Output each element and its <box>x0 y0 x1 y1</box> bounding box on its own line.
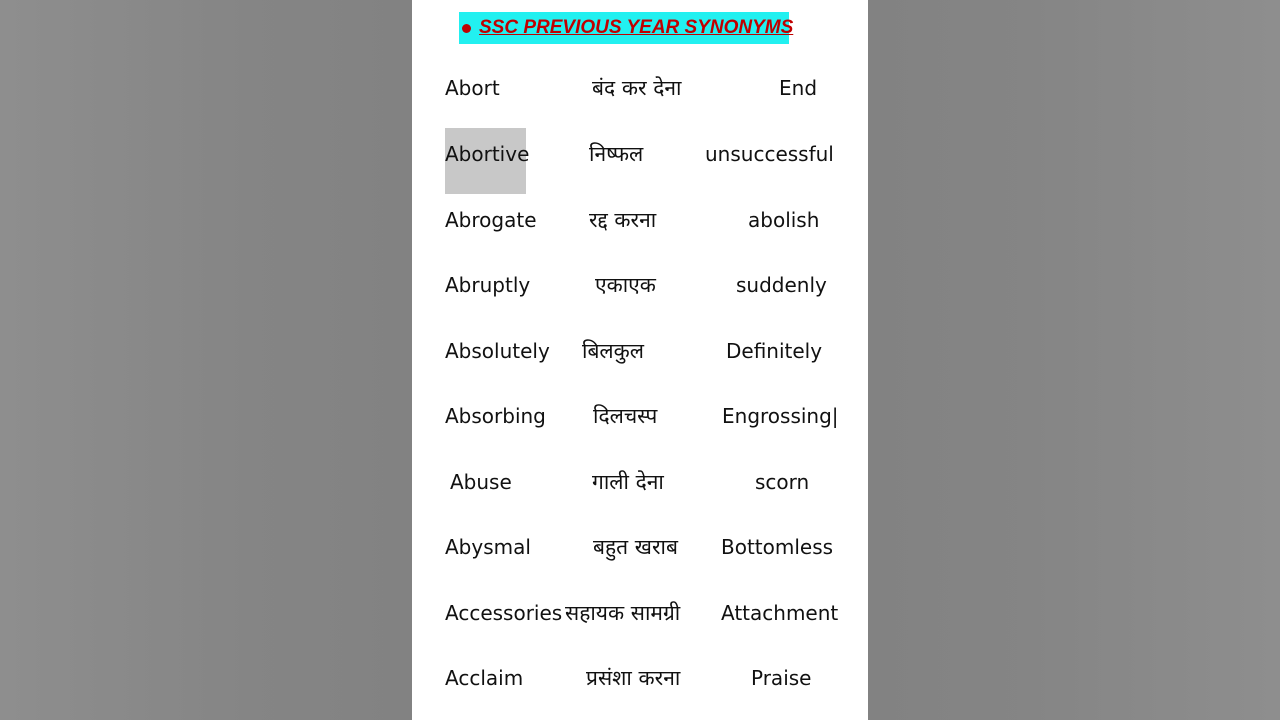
synonym-row <box>412 462 868 502</box>
synonym-sheet <box>412 0 868 720</box>
synonym-word: Engrossing| <box>722 404 839 428</box>
english-word: Absolutely <box>445 339 550 363</box>
english-word: Absorbing <box>445 404 546 428</box>
hindi-meaning: निष्फल <box>589 142 644 166</box>
synonym-row <box>412 593 868 633</box>
synonym-word: Definitely <box>726 339 823 363</box>
hindi-meaning: प्रसंशा करना <box>586 666 681 690</box>
page-title: SSC PREVIOUS YEAR SYNONYMS <box>479 17 794 38</box>
synonym-row <box>412 265 868 305</box>
right-blur-background <box>868 0 1280 720</box>
english-word: Abuse <box>450 470 512 494</box>
english-word: Abysmal <box>445 535 531 559</box>
hindi-meaning: बिलकुल <box>582 339 645 363</box>
title-banner <box>459 12 794 44</box>
synonym-word: Attachment <box>721 601 839 625</box>
hindi-meaning: एकाएक <box>595 273 656 297</box>
english-word: Abortive <box>445 142 530 166</box>
english-word: Abort <box>445 76 500 100</box>
synonym-row <box>412 396 868 436</box>
english-word: Acclaim <box>445 666 524 690</box>
hindi-meaning: बंद कर देना <box>592 76 682 100</box>
synonym-row <box>412 658 868 698</box>
synonym-row <box>412 134 868 174</box>
english-word: Accessories <box>445 601 563 625</box>
synonym-word: Praise <box>751 666 812 690</box>
synonym-row <box>412 68 868 108</box>
hindi-meaning: गाली देना <box>592 470 664 494</box>
bullet-icon <box>462 24 471 33</box>
hindi-meaning: सहायक सामग्री <box>565 601 681 625</box>
english-word: Abrogate <box>445 208 537 232</box>
hindi-meaning: रद्द करना <box>589 208 657 232</box>
synonym-word: scorn <box>755 470 810 494</box>
synonym-row <box>412 331 868 371</box>
synonym-row <box>412 527 868 567</box>
hindi-meaning: बहुत खराब <box>593 535 678 559</box>
synonym-row <box>412 200 868 240</box>
synonym-word: End <box>779 76 818 100</box>
synonym-word: unsuccessful <box>705 142 834 166</box>
synonym-word: Bottomless <box>721 535 834 559</box>
hindi-meaning: दिलचस्प <box>593 404 658 428</box>
synonym-word: abolish <box>748 208 820 232</box>
english-word: Abruptly <box>445 273 531 297</box>
left-blur-background <box>0 0 412 720</box>
synonym-word: suddenly <box>736 273 827 297</box>
